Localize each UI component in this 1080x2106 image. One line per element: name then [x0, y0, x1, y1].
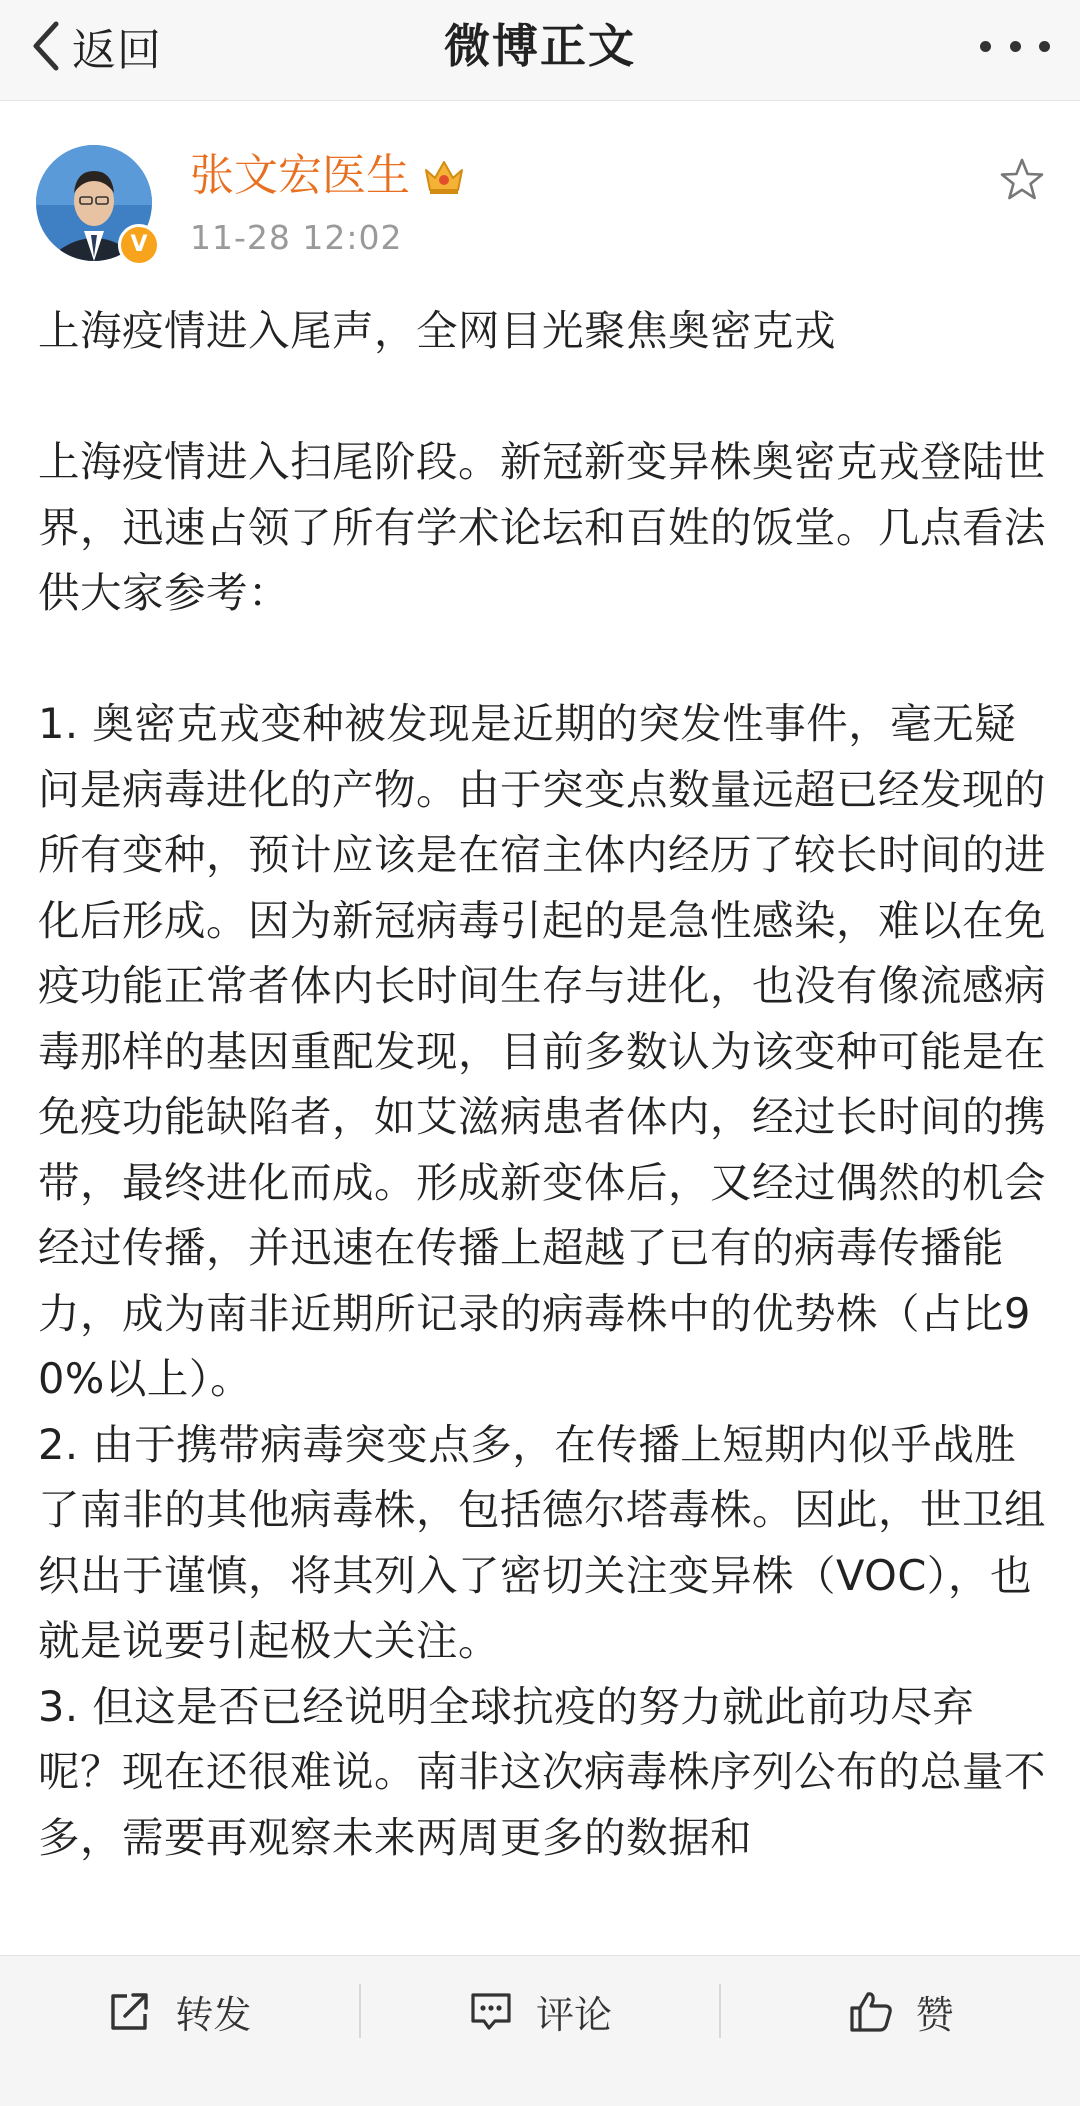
repost-button[interactable]: [0, 1956, 359, 2066]
post-heading: 上海疫情进入尾声，全网目光聚焦奥密克戎: [38, 306, 837, 355]
star-icon[interactable]: [998, 156, 1046, 204]
author-name[interactable]: [190, 148, 466, 204]
author-name-label: 张文宏医生: [190, 150, 410, 201]
page-title: 微博正文: [444, 19, 636, 73]
post-point-3: 3. 但这是否已经说明全球抗疫的努力就此前功尽弃呢？现在还很难说。南非这次病毒株序列公布的总量不多，需要再观察未来两周更多的数据和: [38, 1681, 1047, 1862]
paragraph-gap: [38, 626, 1048, 692]
bottom-toolbar: [0, 1955, 1080, 2106]
like-label: 赞: [915, 1992, 954, 2037]
like-button[interactable]: [721, 1956, 1080, 2066]
more-button[interactable]: [980, 16, 1050, 76]
post-content: [38, 298, 1048, 1870]
paragraph-gap: [38, 364, 1048, 430]
post-point-1: 1. 奥密克戎变种被发现是近期的突发性事件，毫无疑问是病毒进化的产物。由于突变点数量远超已经发现的所有变种，预计应该是在宿主体内经历了较长时间的进化后形成。因为新冠病毒引起的是急性感染，难以在免疫功能正常者体内长时间生存与进化，也没有像流感病毒那样的基因重配发现，目前多数认为该变种可能是在免疫功能缺陷者，如艾滋病患者体内，经过长时间的携带，最终进化而成。形成新变体后，又经过偶然的机会经过传播，并迅速在传播上超越了已有的病毒传播能力，成为南非近期所记录的病毒株中的优势株（占比90%以上）。: [38, 699, 1047, 1403]
top-nav-bar: [0, 0, 1080, 101]
post-point-2: 2. 由于携带病毒突变点多，在传播上短期内似乎战胜了南非的其他病毒株，包括德尔塔毒株。因此，世卫组织出于谨慎，将其列入了密切关注变异株（VOC），也就是说要引起极大关注。: [38, 1419, 1047, 1665]
comment-button[interactable]: [361, 1956, 720, 2066]
more-dots-icon: [1039, 41, 1050, 52]
comment-icon: [468, 1988, 514, 2034]
share-icon: [107, 1988, 153, 2034]
verified-badge: V: [118, 224, 160, 266]
repost-label: 转发: [175, 1992, 252, 2037]
post-time: 11-28 12:02: [190, 218, 403, 257]
crown-icon: [422, 156, 466, 196]
thumbs-up-icon: [848, 1988, 894, 2034]
more-dots-icon: [980, 41, 991, 52]
comment-label: 评论: [536, 1992, 613, 2037]
back-label: 返回: [72, 25, 162, 76]
more-dots-icon: [1010, 41, 1021, 52]
post-intro: 上海疫情进入扫尾阶段。新冠新变异株奥密克戎登陆世界，迅速占领了所有学术论坛和百姓的饭堂。几点看法供大家参考：: [38, 437, 1047, 617]
